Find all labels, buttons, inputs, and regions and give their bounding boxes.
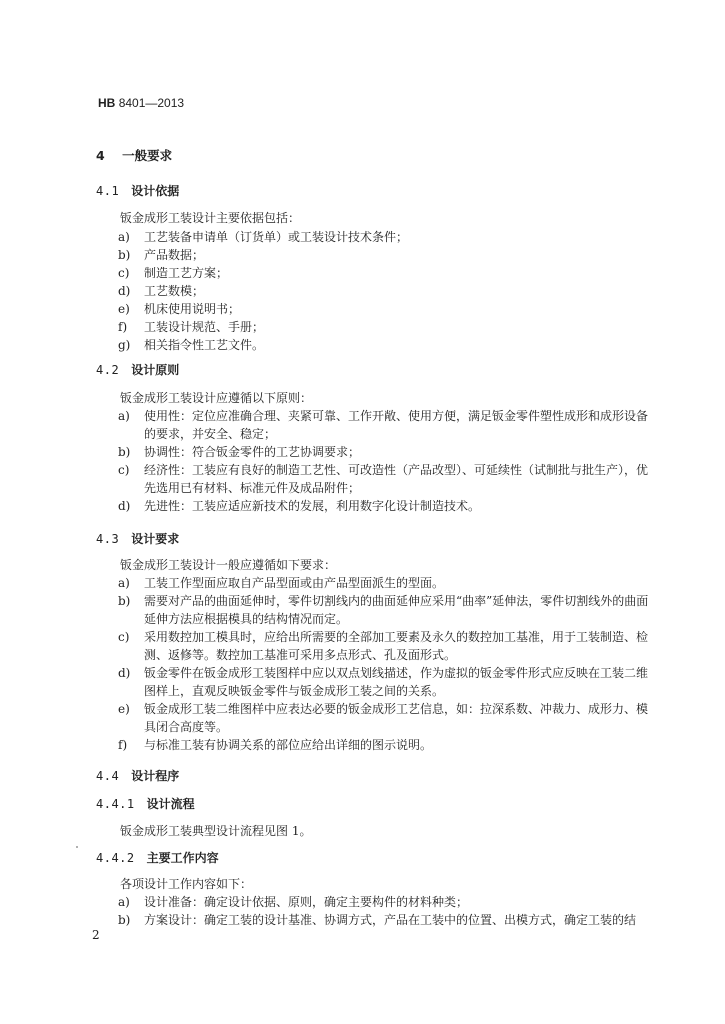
list-item-text: 钣金成形工装二维图样中应表达必要的钣金成形工艺信息，如：拉深系数、冲裁力、成形力、模具闭合高度等。 [144,702,649,734]
list-item-label: c) [118,463,130,477]
section-4-4-2-heading [96,849,219,866]
section-4-2-intro: 钣金成形工装设计应遵循以下原则： [120,391,313,405]
list-item-text: 协调性：符合钣金零件的工艺协调要求； [144,445,361,459]
list-item-text: 工装设计规范、手册； [144,320,265,334]
list-item-text: 设计准备：确定设计依据、原则，确定主要构件的材料种类； [144,895,469,909]
list-item-label: b) [118,445,131,459]
list-item-label: a) [118,230,130,244]
list-item-text: 采用数控加工模具时，应给出所需要的全部加工要素及永久的数控加工基准，用于工装制造、检测、返修等。数控加工基准可采用多点形式、孔及面形式。 [144,630,649,662]
doc-code-prefix: HB [98,96,116,110]
section-4-heading [96,146,172,164]
list-item-label: c) [118,630,130,644]
section-title: 设计依据 [131,184,180,198]
section-title: 设计流程 [146,797,195,811]
document-code [98,96,184,110]
list-item-text: 与标准工装有协调关系的部位应给出详细的图示说明。 [144,738,433,752]
section-title: 设计原则 [131,363,180,377]
page-number: 2 [92,928,100,942]
list-item-label: g) [118,338,131,352]
list-item-label: a) [118,409,130,423]
section-4-4-heading [96,767,179,784]
scan-speck [76,846,78,848]
list-item-label: a) [118,576,130,590]
list-item-text: 先进性：工装应适应新技术的发展，利用数字化设计制造技术。 [144,499,481,513]
list-item-text: 相关指令性工艺文件。 [144,338,265,352]
list-item-label: b) [118,248,131,262]
section-title: 设计要求 [131,532,180,546]
section-4-4-1-text: 钣金成形工装典型设计流程见图 1。 [120,824,312,838]
list-item-text: 制造工艺方案； [144,266,229,280]
section-title: 设计程序 [131,769,180,783]
list-item-label: c) [118,266,130,280]
section-number: 4 [96,148,105,163]
list-item-text: 机床使用说明书； [144,302,241,316]
section-number: 4.3 [96,532,120,546]
section-4-3-heading [96,530,179,547]
section-4-4-1-heading [96,795,195,812]
section-title: 主要工作内容 [146,851,219,865]
section-4-3-intro: 钣金成形工装设计一般应遵循如下要求： [120,558,337,572]
list-item-label: d) [118,499,131,513]
section-4-4-2-intro: 各项设计工作内容如下： [120,877,253,891]
list-item-label: b) [118,913,131,927]
list-item-text: 工装工作型面应取自产品型面或由产品型面派生的型面。 [144,576,445,590]
list-item-text: 产品数据； [144,248,205,262]
section-number: 4.4.2 [96,851,135,865]
list-item-label: a) [118,895,130,909]
section-4-1-intro: 钣金成形工装设计主要依据包括： [120,211,301,225]
section-number: 4.4 [96,769,120,783]
section-4-2-heading [96,361,179,378]
list-item-text: 方案设计：确定工装的设计基准、协调方式，产品在工装中的位置、出模方式，确定工装的结 [144,913,637,927]
list-item-text: 需要对产品的曲面延伸时，零件切割线内的曲面延伸应采用“曲率”延伸法，零件切割线外的曲面延伸方法应根据模具的结构情况而定。 [144,594,649,626]
list-item-label: b) [118,594,131,608]
doc-code-number: 8401—2013 [118,96,185,110]
list-item-label: e) [118,702,130,716]
section-number: 4.4.1 [96,797,135,811]
section-4-1-heading [96,182,179,199]
list-item-label: d) [118,284,131,298]
list-item-label: f) [118,738,128,752]
list-item-label: e) [118,302,130,316]
list-item-label: f) [118,320,128,334]
section-number: 4.2 [96,363,120,377]
list-item-text: 工艺装备申请单（订货单）或工装设计技术条件； [144,230,409,244]
list-item-label: d) [118,666,131,680]
list-item-text: 钣金零件在钣金成形工装图样中应以双点划线描述，作为虚拟的钣金零件形式应反映在工装二维图样上，直观反映钣金零件与钣金成形工装之间的关系。 [144,666,649,698]
list-item-text: 经济性：工装应有良好的制造工艺性、可改造性（产品改型）、可延续性（试制批与批生产），优先选用已有材料、标准元件及成品附件； [144,463,649,495]
section-number: 4.1 [96,184,120,198]
list-item-text: 使用性：定位应准确合理、夹紧可靠、工作开敞、使用方便，满足钣金零件塑性成形和成形设备的要求，并安全、稳定； [144,409,649,441]
section-title: 一般要求 [122,148,173,163]
list-item-text: 工艺数模； [144,284,205,298]
